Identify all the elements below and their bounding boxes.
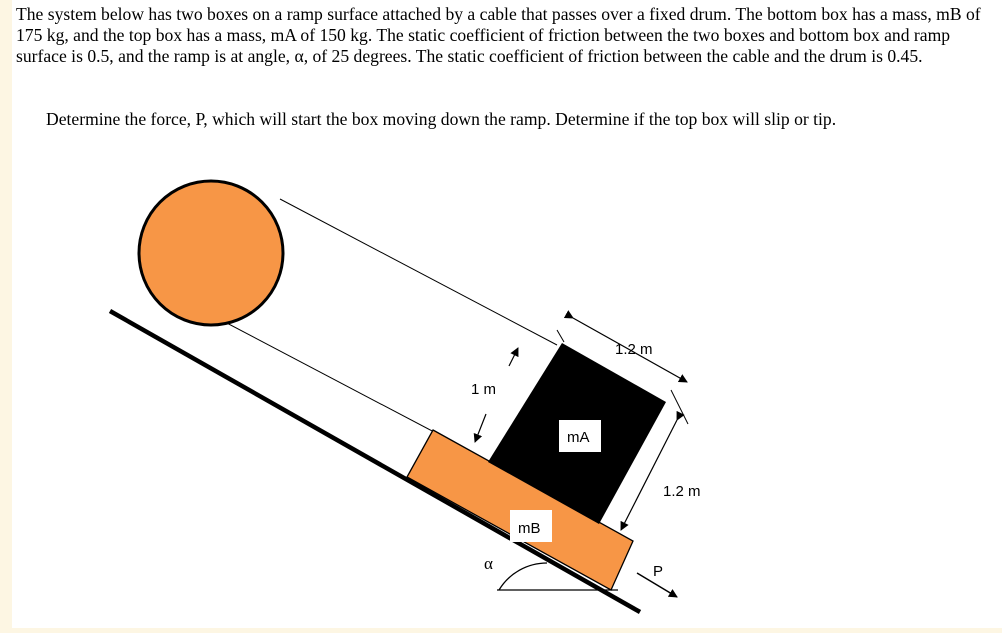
cable-upper (280, 199, 557, 345)
cable-dimension-arrow-down (475, 414, 486, 442)
ramp-diagram (12, 0, 1002, 628)
angle-arc (499, 563, 547, 590)
drum (139, 181, 283, 325)
mass-a-label: mA (567, 429, 590, 446)
height-dimension-label: 1.2 m (663, 483, 701, 500)
force-p-label: P (653, 563, 664, 580)
task-statement: Determine the force, P, which will start the box moving down the ramp. Determine if the top box will slip or tip. (46, 109, 837, 129)
width-dimension-label: 1.2 m (615, 341, 653, 358)
mass-b-label: mB (518, 520, 541, 537)
problem-statement: The system below has two boxes on a ramp surface attached by a cable that passes over a fixed drum. The bottom box has a mass, mB of 175 kg, and the top box has a mass, mA of 150 kg. The static coefficient of friction between the two boxes and bottom box and ramp surface is 0.5, and the ramp is at angle, α, of 25 degrees. The static coefficient of friction between the cable and the drum is 0.45. (16, 4, 981, 66)
width-extension-left (557, 330, 564, 342)
cable-dimension-label: 1 m (471, 381, 497, 398)
angle-label: α (484, 554, 493, 573)
cable-dimension-arrow-up (509, 348, 518, 366)
width-extension-right (671, 390, 688, 424)
document-page (12, 0, 1002, 628)
